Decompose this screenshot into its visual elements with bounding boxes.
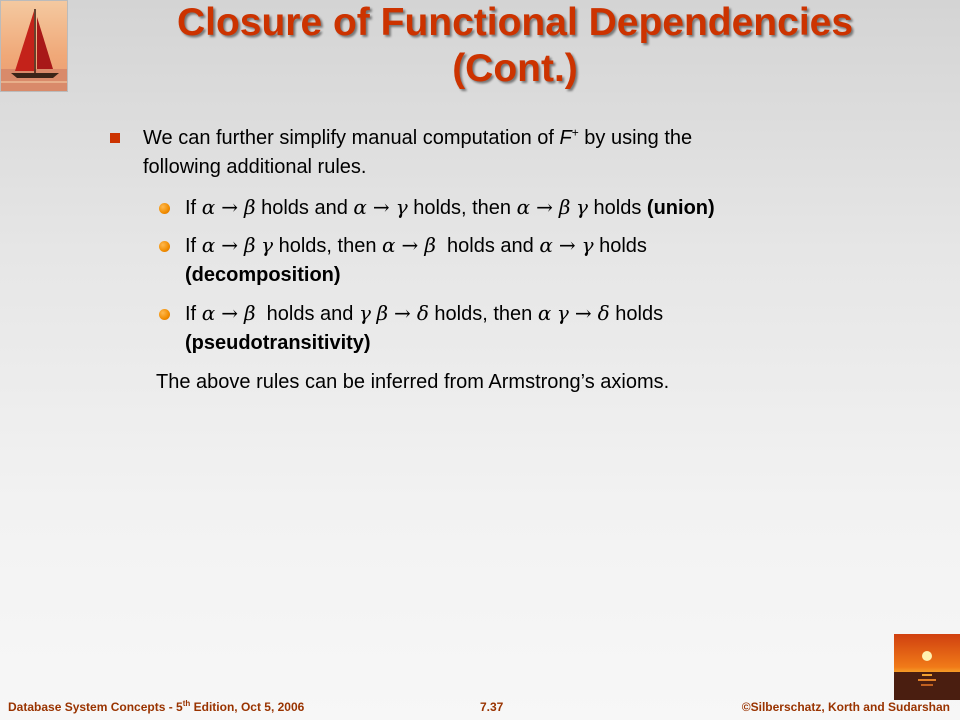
slide-title <box>80 0 950 92</box>
rule-name-union: (union) <box>646 197 715 219</box>
rule-decomposition: If α → β γ holds, then α → β holds and α → γ holds (decomposition) <box>185 233 647 286</box>
title-line-1: Closure of Functional Dependencies <box>176 1 854 44</box>
rule-pseudotransitivity: If α → β holds and γ β → δ holds, then α γ → δ holds (pseudotransitivity) <box>185 301 664 354</box>
footer-copyright: ©Silberschatz, Korth and Sudarshan <box>741 700 950 714</box>
intro-F: F <box>559 127 572 149</box>
intro-plus: + <box>571 125 579 140</box>
intro-text-before: We can further simplify manual computation of <box>143 127 560 149</box>
rule-union: If α → β holds and α → γ holds, then α → β γ holds (union) <box>185 195 715 219</box>
rule-name-decomposition: (decomposition) <box>185 264 341 286</box>
intro-text <box>143 124 923 182</box>
square-bullet-icon <box>110 133 120 143</box>
dot-bullet-icon <box>159 309 170 320</box>
title-line-2: (Cont.) <box>452 47 578 90</box>
summary-text: The above rules can be inferred from Armstrong’s axioms. <box>156 371 670 393</box>
footer-left: Database System Concepts - 5th Edition, Oct 5, 2006 <box>8 699 305 714</box>
sailboat-logo <box>0 0 68 92</box>
rule-name-pseudotransitivity: (pseudotransitivity) <box>185 332 371 354</box>
dot-bullet-icon <box>159 203 170 214</box>
sunset-logo <box>894 634 960 700</box>
intro-line-2: following additional rules. <box>143 156 367 178</box>
dot-bullet-icon <box>159 241 170 252</box>
footer-page-number: 7.37 <box>480 700 504 714</box>
intro-text-after: by using the <box>578 127 693 149</box>
